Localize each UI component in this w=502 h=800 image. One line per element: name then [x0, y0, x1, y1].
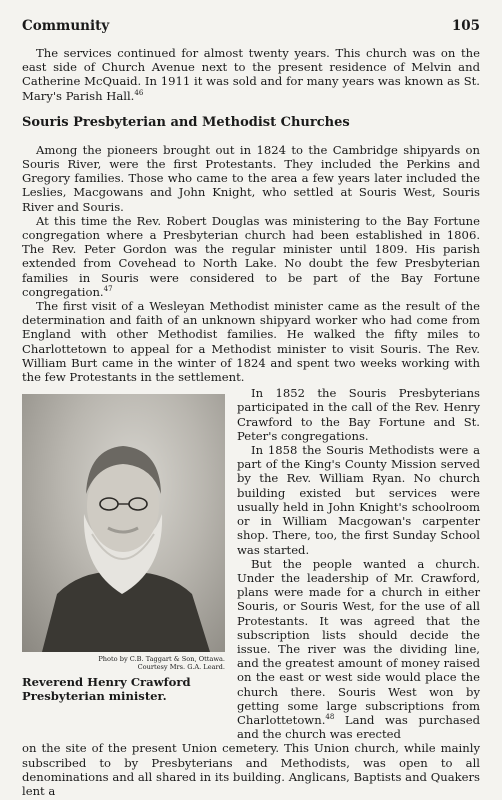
- photo-credit-line-2: Courtesy Mrs. G.A. Leard.: [137, 663, 225, 672]
- paragraph-8: on the site of the present Union cemetery. This Union church, while mainly subscribed to by Presbyterians and Methodists, was open to all denominations and all shared in its building. Anglicans, Baptists and Quakers lent a: [22, 741, 480, 798]
- photo-credit: [22, 655, 225, 671]
- paragraph-1: [22, 46, 480, 103]
- running-title: Community: [22, 18, 110, 34]
- paragraph-7-text-a: But the people wanted a church. Under the leadership of Mr. Crawford, plans were made for a church in either Souris, or Souris West, for the use of all Protestants. It was agreed that the subscription lists should decide the issue. The river was the dividing line, and the greatest amount of money raised on the east or west side would place the church there. Souris West won by getting some large subscriptions from Charlottetown.: [237, 556, 480, 727]
- section-heading: Souris Presbyterian and Methodist Churches: [22, 114, 350, 130]
- photo-credit-line-1: Photo by C.B. Taggart & Son, Ottawa.: [98, 655, 225, 664]
- right-column-text: [237, 386, 480, 741]
- figure-block: [22, 386, 480, 741]
- book-page: [22, 18, 480, 798]
- paragraph-2: Among the pioneers brought out in 1824 to the Cambridge shipyards on Souris River, were the first Protestants. They included the Perkins and Gregory families. Those who came to the area a few years later included the Leslies, Macgowans and John Knight, who settled at Souris West, Souris River and Souris.: [22, 142, 480, 214]
- paragraph-3: [22, 214, 480, 299]
- running-header: [22, 18, 480, 34]
- figure: [22, 386, 225, 741]
- paragraph-7: [237, 557, 480, 742]
- portrait-photo: [22, 394, 225, 652]
- footnote-ref-48: 48: [325, 713, 335, 722]
- footnote-ref-47: 47: [103, 284, 113, 293]
- figure-caption: Reverend Henry Crawford Presbyterian minister.: [22, 675, 191, 704]
- paragraph-3-text: At this time the Rev. Robert Douglas was ministering to the Bay Fortune congregation where a Presbyterian church had been established in 1806. The Rev. Peter Gordon was the regular minister until 1809. His parish extended from Covehead to North Lake. No doubt the few Presbyterian families in Souris were considered to be part of the Bay Fortune congregation.: [22, 213, 480, 299]
- page-number: 105: [451, 18, 480, 34]
- paragraph-7-text-b: Land was purchased and the church was erected: [237, 712, 480, 742]
- footnote-ref-46: 46: [134, 88, 144, 97]
- paragraph-6: In 1858 the Souris Methodists were a part of the King's County Mission served by the Rev. William Ryan. No church building existed but services were usually held in John Knight's schoolroom or in William Macgowan's carpenter shop. There, too, the first Sunday School was started.: [237, 443, 480, 557]
- paragraph-5: In 1852 the Souris Presbyterians participated in the call of the Rev. Henry Crawford to the Bay Fortune and St. Peter's congregations.: [237, 386, 480, 443]
- paragraph-1-text: The services continued for almost twenty years. This church was on the east side of Church Avenue next to the present residence of Melvin and Catherine McQuaid. In 1911 it was sold and for many years was known as St. Mary's Parish Hall.: [22, 46, 480, 103]
- paragraph-4: The first visit of a Wesleyan Methodist minister came as the result of the determination and faith of an unknown shipyard worker who had come from England with other Methodist families. He walked the fifty miles to Charlottetown to appeal for a Methodist minister to visit Souris. The Rev. William Burt came in the winter of 1824 and spent two weeks working with the few Protestants in the settlement.: [22, 299, 480, 385]
